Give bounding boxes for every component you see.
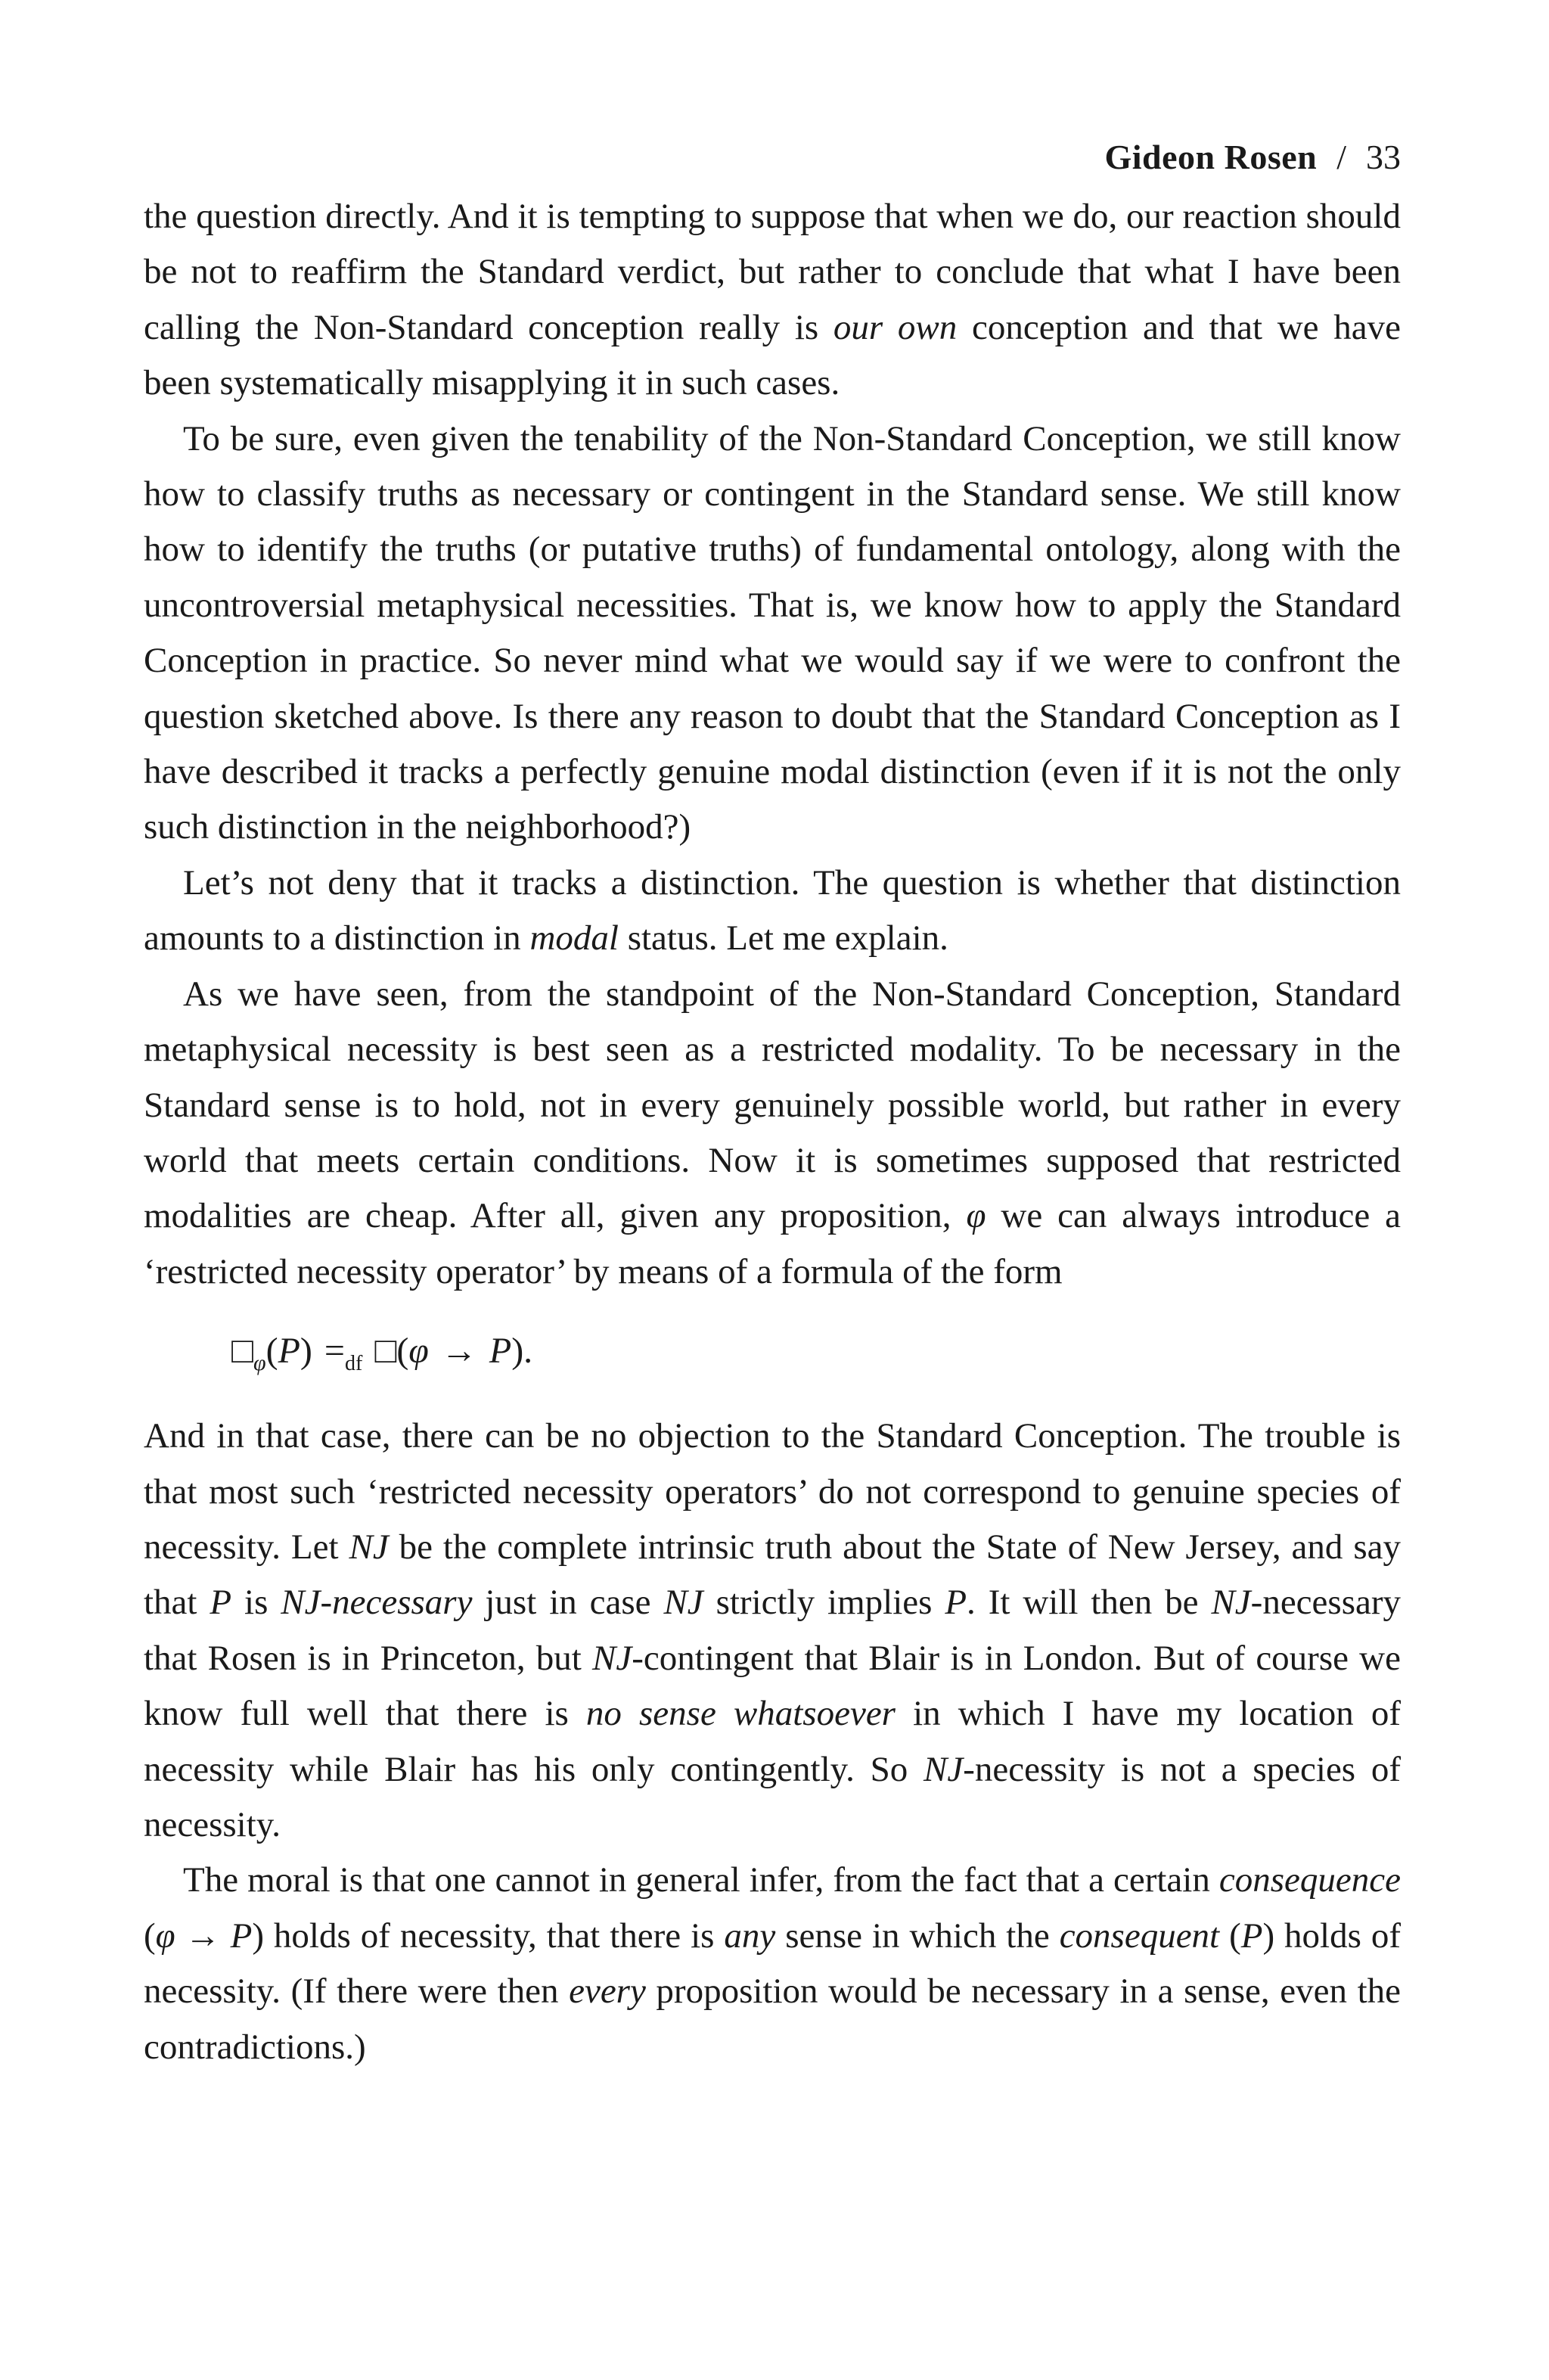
paragraph-6-text-f: ) holds of necessity. (If there were then: [144, 1915, 1402, 2012]
formula-rhs-paren-open: (: [396, 1331, 409, 1372]
paragraph-6-text-g: proposition would be necessary in a sense, even the contradictions.): [144, 1971, 1401, 2067]
paragraph-5-text-a: And in that case, there can be no objection to the Standard Conception. The trouble is that most such ‘restricted necessity operators’ do not correspond to genuine species of necessity. Let: [144, 1416, 1401, 1567]
paragraph-6-var-p: P: [230, 1915, 253, 1956]
formula-rhs-paren-close: ).: [511, 1331, 533, 1372]
paragraph-4-text-a: As we have seen, from the standpoint of the Non-Standard Conception, Standard metaphysical necessity is best seen as a restricted modality. To be necessary in the Standard sense is to hold, not in every genuinely possible world, but rather in every world that meets certain conditions. Now it is sometimes supposed that restricted modalities are cheap. After all, given any proposition,: [144, 974, 1401, 1236]
paragraph-6-var-p: P: [1240, 1915, 1263, 1956]
paragraph-6-text-a: The moral is that one cannot in general infer, from the fact that a certain: [183, 1860, 1219, 1900]
paragraph-5-text-d: just in case: [472, 1583, 664, 1623]
formula-paren-open: (: [265, 1331, 278, 1372]
paragraph-5-text-j: -necessity is not a species of necessity.: [144, 1749, 1401, 1844]
body-text: [144, 189, 1401, 2075]
paragraph-3: [144, 856, 1401, 967]
paragraph-1-emphasis: our own: [833, 307, 958, 347]
paragraph-6-emphasis-every: every: [569, 1971, 646, 2012]
formula-arrow: →: [440, 1331, 477, 1372]
paragraph-5-text-g: -necessary that Rosen is in Princeton, but: [144, 1583, 1401, 1678]
paragraph-5-nj: NJ: [592, 1638, 632, 1678]
paragraph-6-text-c: ) holds of necessity, that there is: [252, 1915, 725, 1956]
paragraph-5-text-c: is: [231, 1583, 281, 1623]
paragraph-5: [144, 1409, 1401, 1853]
paragraph-4: [144, 967, 1401, 1300]
paragraph-2: To be sure, even given the tenability of the Non-Standard Conception, we still know how to classify truths as necessary or contingent in the Standard sense. We still know how to identify the truths (or putative truths) of fundamental ontology, along with the uncontroversial metaphysical necessities. That is, we know how to apply the Standard Conception in practice. So never mind what we would say if we were to confront the question sketched above. Is there any reason to doubt that the Standard Conception as I have described it tracks a perfectly genuine modal distinction (even if it is not the only such distinction in the neighborhood?): [144, 418, 1401, 847]
paragraph-5-text-h: -contingent that Blair is in London. But of course we know full well that there is: [144, 1638, 1401, 1734]
paragraph-1: [144, 189, 1401, 412]
paragraph-5-text-i: in which I have my location of necessity while Blair has his only contingently. So: [144, 1694, 1402, 1789]
formula-subscript-df: df: [344, 1352, 363, 1376]
formula-var-p: P: [278, 1331, 300, 1372]
book-page: [144, 136, 1401, 2075]
paragraph-6-text-d: sense in which the: [775, 1915, 1060, 1956]
paragraph-6-text-e: (: [1219, 1915, 1241, 1956]
paragraph-1-text-a: the question directly. And it is tempting to suppose that when we do, our reaction should be not to reaffirm the Standard verdict, but rather to conclude that what I have been calling the Non-Standard conception really is: [144, 197, 1401, 347]
paragraph-4-phi-symbol: φ: [966, 1196, 986, 1236]
formula-equals: =: [324, 1331, 345, 1372]
paragraph-3-text-a: Let’s not deny that it tracks a distinction. The question is whether that distinction amounts to a distinction in: [144, 862, 1401, 959]
paragraph-5-text-b: be the complete intrinsic truth about the State of New Jersey, and say that: [144, 1527, 1401, 1623]
formula-box-operator-rhs: □: [374, 1331, 397, 1372]
running-head-author: Gideon Rosen: [1104, 138, 1318, 176]
paragraph-5-nj: NJ: [1211, 1583, 1251, 1623]
formula-subscript-phi: φ: [253, 1350, 266, 1376]
paragraph-6-emphasis-any: any: [724, 1915, 776, 1956]
running-head-separator: /: [1336, 138, 1346, 176]
paragraph-5-emphasis: no sense whatsoever: [585, 1694, 896, 1734]
page-number: 33: [1366, 138, 1401, 176]
paragraph-1-text-b: conception and that we have been systematically misapplying it in such cases.: [144, 307, 1402, 403]
paragraph-6-text-b: (: [144, 1915, 156, 1956]
paragraph-6-emphasis-consequence: consequence: [1218, 1860, 1401, 1900]
formula-rhs-phi: φ: [408, 1331, 429, 1372]
paragraph-5-var-p: P: [945, 1583, 967, 1623]
paragraph-4-text-b: we can always introduce a ‘restricted necessity operator’ by means of a formula of the form: [144, 1196, 1402, 1291]
paragraph-5-nj: NJ: [663, 1583, 703, 1623]
paragraph-5-text-f: . It will then be: [967, 1583, 1212, 1623]
paragraph-5-nj: NJ: [923, 1749, 964, 1789]
paragraph-6: [144, 1853, 1401, 2075]
formula-box-operator-lhs: □: [231, 1331, 253, 1372]
paragraph-5-nj: NJ: [349, 1527, 389, 1567]
paragraph-6-arrow: →: [175, 1915, 231, 1956]
paragraph-3-text-b: status. Let me explain.: [618, 918, 948, 959]
paragraph-5-var-p: P: [210, 1583, 232, 1623]
paragraph-6-phi-symbol: φ: [155, 1915, 175, 1956]
paragraph-6-emphasis-consequent: consequent: [1059, 1915, 1220, 1956]
formula-rhs-var-p: P: [489, 1331, 512, 1372]
formula-paren-close: ): [300, 1331, 312, 1372]
paragraph-3-emphasis: modal: [529, 918, 619, 959]
paragraph-5-text-e: strictly implies: [703, 1583, 945, 1623]
paragraph-5-nj-necessary: NJ-necessary: [281, 1583, 473, 1623]
running-head: [144, 136, 1401, 182]
display-formula: [231, 1322, 1401, 1384]
